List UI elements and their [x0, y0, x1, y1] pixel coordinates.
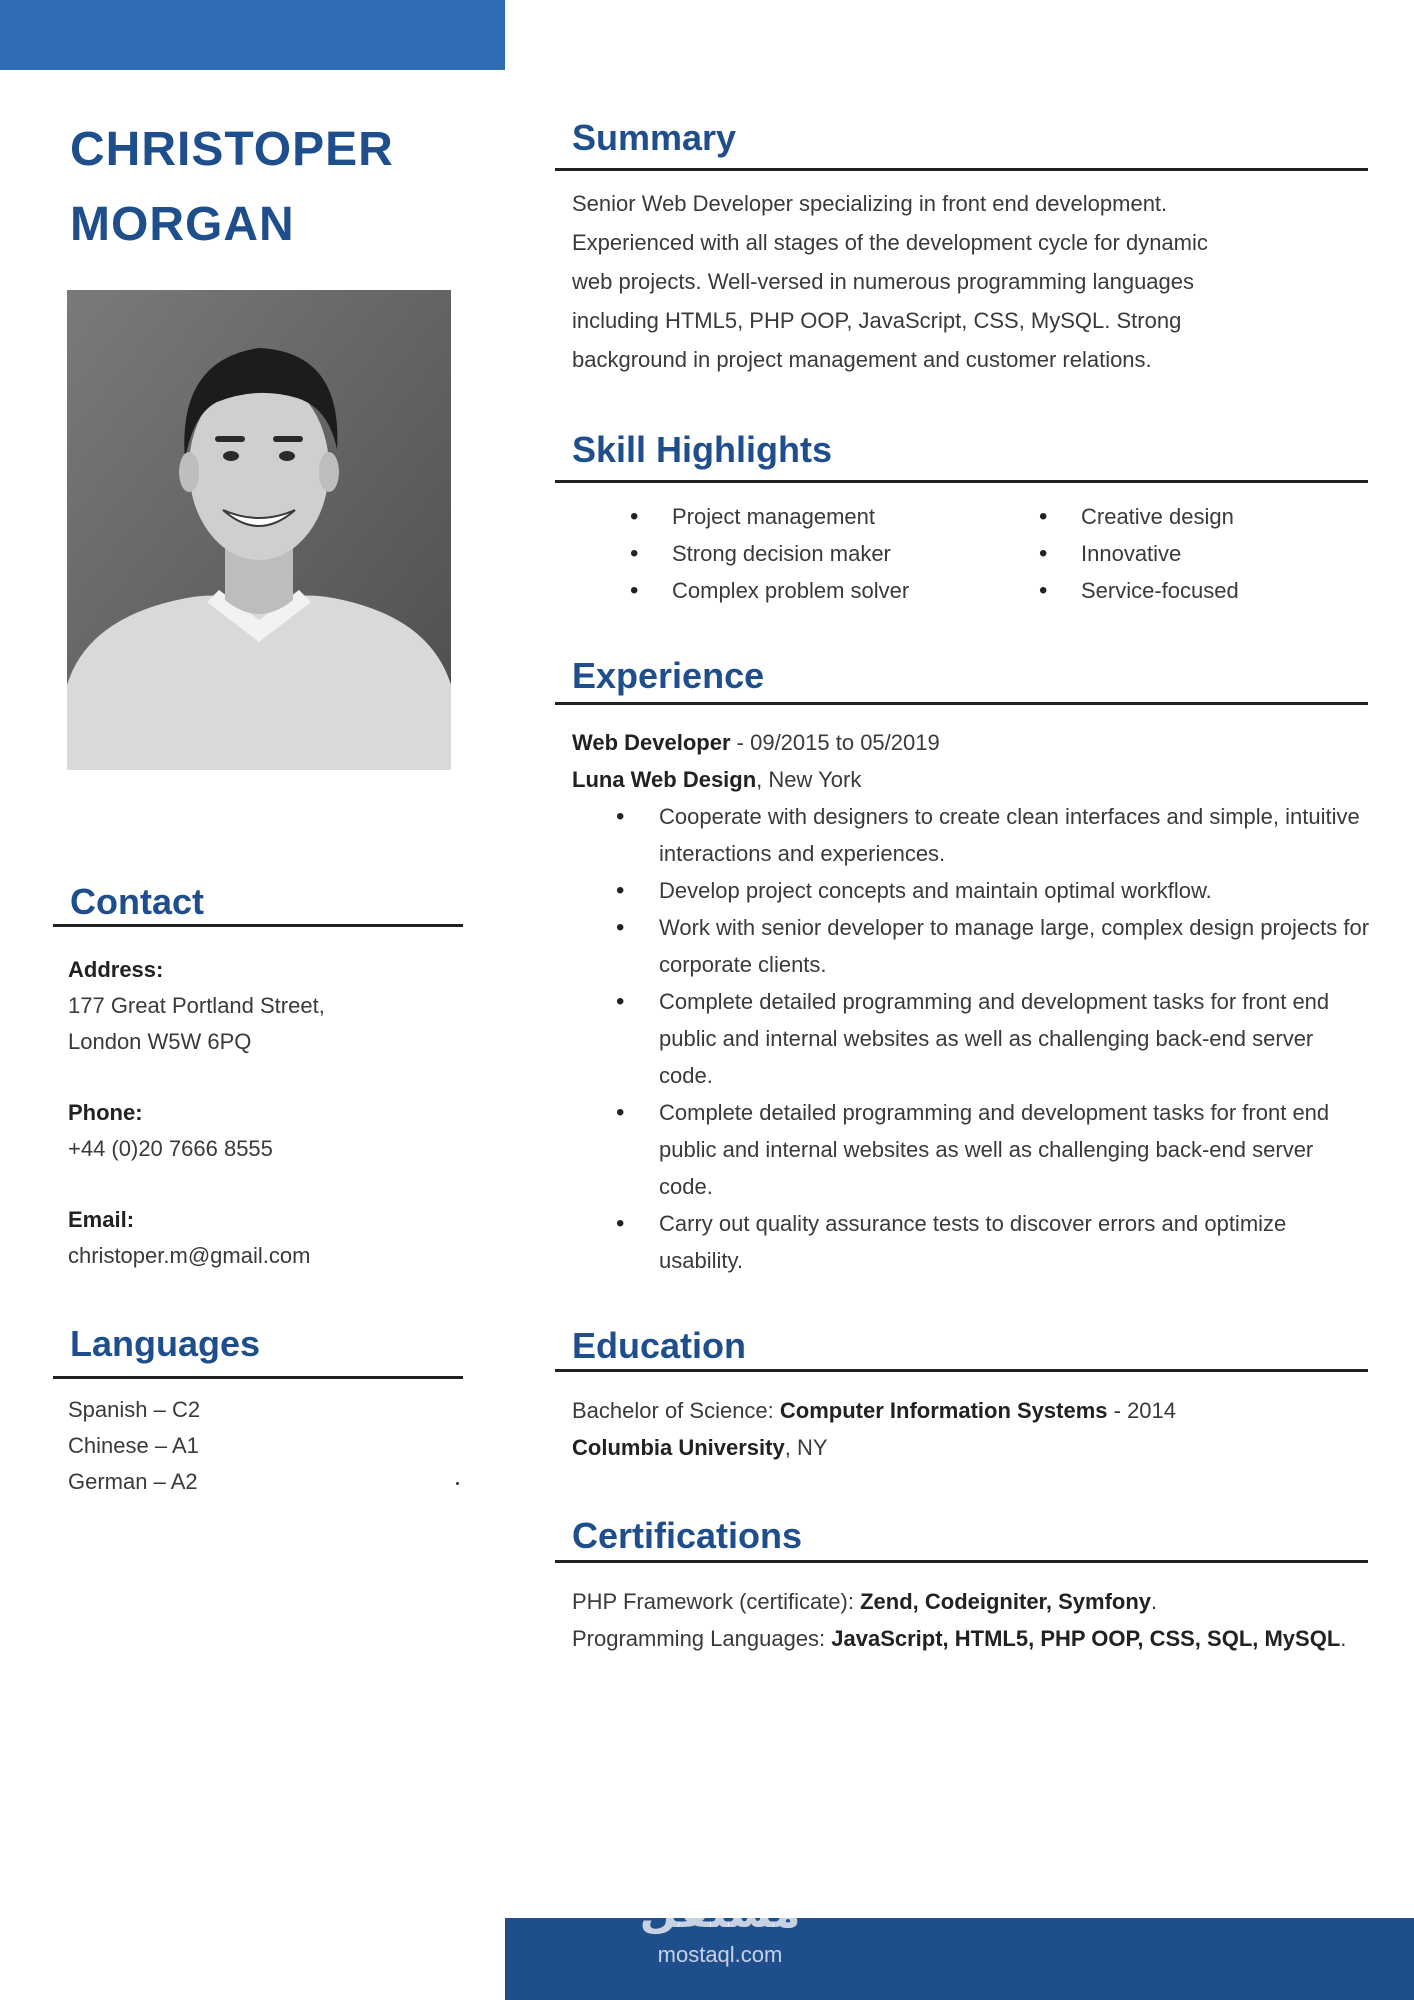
job-header: [572, 724, 1372, 798]
skill-item: • Complex problem solver: [630, 572, 909, 609]
contact-heading: Contact: [70, 881, 204, 922]
summary-line: web projects. Well-versed in numerous programming languages: [572, 269, 1195, 294]
phone-label: Phone:: [68, 1100, 143, 1125]
school-name: Columbia University: [572, 1435, 785, 1460]
summary-line: Senior Web Developer specializing in front end development.: [572, 191, 1168, 216]
job-dates: - 09/2015 to 05/2019: [730, 730, 940, 755]
candidate-name: [70, 112, 470, 262]
name-first: CHRISTOPER: [70, 123, 394, 176]
job-location: , New York: [756, 767, 862, 792]
skill-item: • Innovative: [1039, 535, 1239, 572]
experience-heading: Experience: [572, 655, 765, 696]
duty-item: • Work with senior developer to manage large, complex design projects for corporate clients.: [572, 909, 1372, 983]
job-duties: [572, 798, 1372, 1279]
duty-item: • Develop project concepts and maintain optimal workflow.: [572, 872, 1372, 909]
skill-item: • Strong decision maker: [630, 535, 909, 572]
languages-divider: [53, 1376, 463, 1379]
mostaql-watermark: [620, 1888, 820, 1968]
summary-line: including HTML5, PHP OOP, JavaScript, CSS, MySQL. Strong: [572, 308, 1182, 333]
degree-year: - 2014: [1107, 1398, 1177, 1423]
contact-divider: [53, 924, 463, 927]
languages-heading: Languages: [70, 1323, 261, 1364]
skills-heading: Skill Highlights: [572, 429, 833, 470]
name-last: MORGAN: [70, 198, 295, 251]
languages-list: [68, 1392, 200, 1500]
school-line: [572, 1429, 1372, 1466]
profile-photo: [67, 290, 451, 770]
duty-item: • Complete detailed programming and development tasks for front end public and internal websites as well as challenging back-end server code.: [572, 1094, 1372, 1205]
cert-line-1: [572, 1583, 1372, 1620]
skills-list-left: [630, 498, 909, 609]
language-item: Spanish – C2: [68, 1397, 201, 1422]
summary-line: Experienced with all stages of the development cycle for dynamic: [572, 230, 1208, 255]
phone-block: [68, 1095, 488, 1167]
education-divider: [555, 1369, 1368, 1372]
duty-item: • Carry out quality assurance tests to discover errors and optimize usability.: [572, 1205, 1372, 1279]
watermark-latin: mostaql.com: [657, 1942, 783, 1967]
certifications-entry: [572, 1583, 1372, 1657]
address-line-2: London W5W 6PQ: [68, 1029, 252, 1054]
address-label: Address:: [68, 957, 164, 982]
education-entry: [572, 1392, 1372, 1466]
skill-item: • Creative design: [1039, 498, 1239, 535]
skills-divider: [555, 480, 1368, 483]
summary-divider: [555, 168, 1368, 171]
cert-bold-1: Zend, Codeigniter, Symfony: [860, 1589, 1152, 1614]
job-title-line: [572, 724, 1372, 761]
phone-value: +44 (0)20 7666 8555: [68, 1136, 273, 1161]
cert-bold-2: JavaScript, HTML5, PHP OOP, CSS, SQL, MySQL: [831, 1626, 1341, 1651]
profile-photo-illustration: [67, 290, 451, 770]
experience-divider: [555, 702, 1368, 705]
cert-prefix-2: Programming Languages:: [572, 1626, 832, 1651]
school-location: , NY: [784, 1435, 828, 1460]
job-company: Luna Web Design: [572, 767, 757, 792]
skills-list-right: [1039, 498, 1239, 609]
address-block: [68, 952, 488, 1060]
job-title: Web Developer: [572, 730, 731, 755]
watermark-arabic: مستقل: [639, 1887, 801, 1938]
cert-end-1: .: [1151, 1589, 1158, 1614]
email-value: christoper.m@gmail.com: [68, 1243, 311, 1268]
duty-item: • Complete detailed programming and development tasks for front end public and internal websites as well as challenging back-end server code.: [572, 983, 1372, 1094]
cert-prefix-1: PHP Framework (certificate):: [572, 1589, 861, 1614]
email-label: Email:: [68, 1207, 135, 1232]
certifications-heading: Certifications: [572, 1515, 803, 1556]
skill-item: • Service-focused: [1039, 572, 1239, 609]
language-item: Chinese – A1: [68, 1433, 199, 1458]
education-heading: Education: [572, 1325, 747, 1366]
left-column: [0, 0, 505, 2000]
degree-prefix: Bachelor of Science:: [572, 1398, 780, 1423]
job-company-line: [572, 761, 1372, 798]
duty-item: • Cooperate with designers to create clean interfaces and simple, intuitive interactions and experiences.: [572, 798, 1372, 872]
language-item: German – A2: [68, 1469, 198, 1494]
summary-text: [572, 184, 1372, 379]
skill-item: • Project management: [630, 498, 909, 535]
address-line-1: 177 Great Portland Street,: [68, 993, 325, 1018]
cert-line-2: [572, 1620, 1372, 1657]
cert-end-2: .: [1340, 1626, 1347, 1651]
summary-line: background in project management and customer relations.: [572, 347, 1152, 372]
email-block: [68, 1202, 488, 1274]
summary-heading: Summary: [572, 117, 737, 158]
stray-dot: [456, 1482, 459, 1485]
certifications-divider: [555, 1560, 1368, 1563]
degree-line: [572, 1392, 1372, 1429]
degree-name: Computer Information Systems: [779, 1398, 1108, 1423]
